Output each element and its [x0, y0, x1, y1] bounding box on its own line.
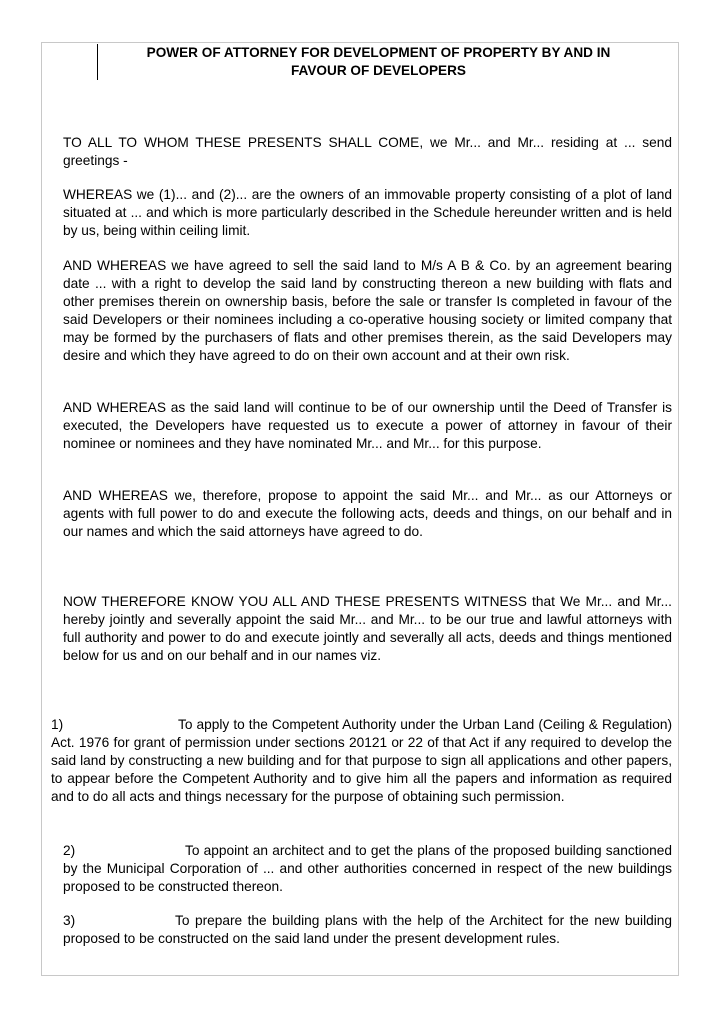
title-line-2: FAVOUR OF DEVELOPERS: [291, 63, 466, 78]
item-text: To prepare the building plans with the help of the Architect for the new building proposed to be constructed on the said land under the present development rules.: [63, 913, 672, 946]
greeting-paragraph: TO ALL TO WHOM THESE PRESENTS SHALL COME, we Mr... and Mr... residing at ... send greetings -: [63, 135, 672, 168]
list-item: [63, 842, 672, 896]
whereas-ownership-paragraph: WHEREAS we (1)... and (2)... are the owners of an immovable property consisting of a plot of land situated at ... and which is more particularly described in the Schedule hereunder written and is held by us, being within ceiling limit.: [63, 187, 672, 238]
list-item: [51, 716, 672, 806]
now-therefore-paragraph: NOW THEREFORE KNOW YOU ALL AND THESE PRESENTS WITNESS that We Mr... and Mr... hereby jointly and severally appoint the said Mr... and Mr... to be our true and lawful attorneys with full authority and power to do and execute jointly and severally all acts, deeds and things mentioned below for us and on our behalf and in our names viz.: [63, 594, 672, 663]
title-line-1: POWER OF ATTORNEY FOR DEVELOPMENT OF PROPERTY BY AND IN: [146, 45, 611, 60]
item-number: 2): [63, 843, 76, 858]
document-title: [97, 44, 657, 80]
item-number: 1): [51, 717, 64, 732]
whereas-transfer-paragraph: AND WHEREAS as the said land will continue to be of our ownership until the Deed of Transfer is executed, the Developers have requested us to execute a power of attorney in favour of their nominee or nominees and they have nominated Mr... and Mr... for this purpose.: [63, 400, 672, 451]
item-text: To appoint an architect and to get the plans of the proposed building sanctioned by the Municipal Corporation of ... and other authorities concerned in respect of the new buildings proposed to be constructed thereon.: [63, 843, 672, 894]
whereas-agreement-paragraph: AND WHEREAS we have agreed to sell the said land to M/s A B & Co. by an agreement bearing date ... with a right to develop the said land by constructing thereon a new building with flats and other premises therein on ownership basis, before the sale or transfer Is completed in favour of the said Developers or their nominees including a co-operative housing society or limited company that may be formed by the purchasers of flats and other premises therein, as the said Developers may desire and which they have agreed to do on their own account and at their own risk.: [63, 258, 672, 363]
item-number: 3): [63, 913, 76, 928]
item-text: To apply to the Competent Authority under the Urban Land (Ceiling & Regulation) Act. 1976 for grant of permission under sections 20121 or 22 of that Act if any required to develop the said land by constructing a new building and for that purpose to sign all applications and other papers, to appear before the Competent Authority and to give him all the papers and information as required and to do all acts and things necessary for the purpose of obtaining such permission.: [51, 717, 672, 804]
whereas-appoint-paragraph: AND WHEREAS we, therefore, propose to appoint the said Mr... and Mr... as our Attorneys or agents with full power to do and execute the following acts, deeds and things, on our behalf and in our names and which the said attorneys have agreed to do.: [63, 488, 672, 539]
list-item: [63, 912, 672, 948]
